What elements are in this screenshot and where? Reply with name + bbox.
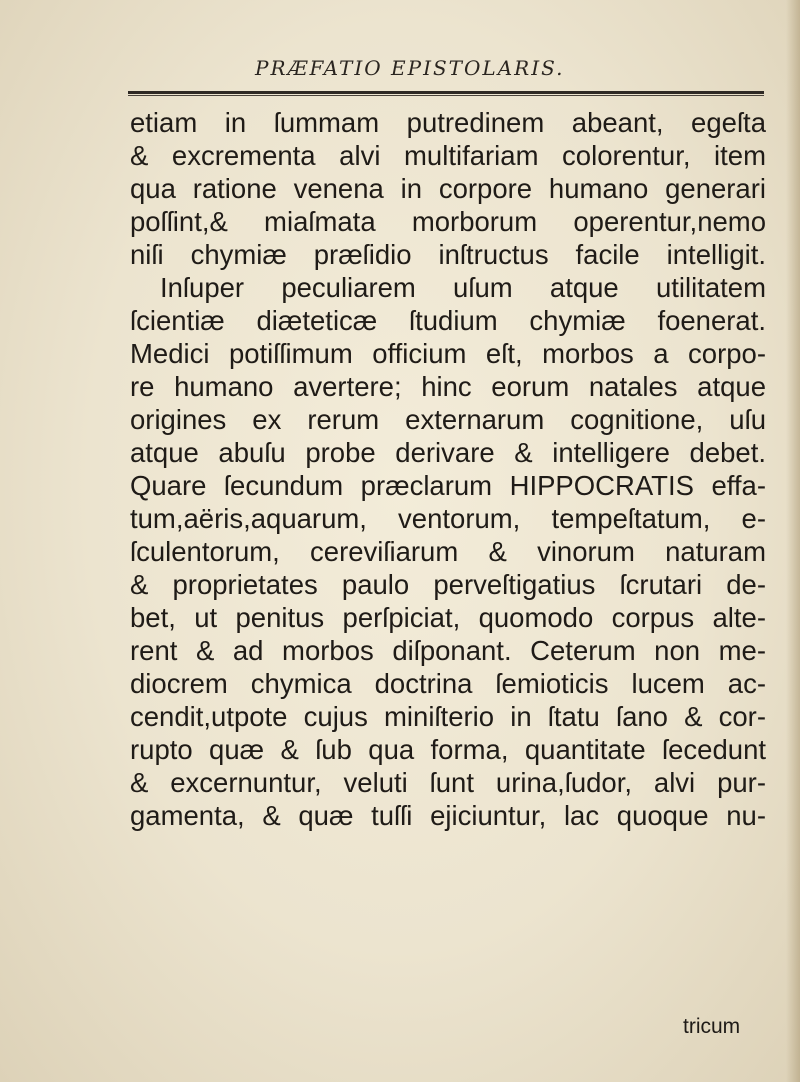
text-line: ſculentorum, cereviſiarum & vinorum naturam bbox=[130, 536, 766, 567]
text-line: ſcientiæ diæteticæ ſtudium chymiæ foenerat. bbox=[130, 305, 766, 336]
text-line: qua ratione venena in corpore humano generari bbox=[130, 173, 766, 204]
header-rule bbox=[128, 91, 764, 94]
text-line: Quare ſecundum præclarum HIPPOCRATIS effa- bbox=[130, 470, 766, 501]
text-line: & proprietates paulo perveſtigatius ſcrutari de- bbox=[130, 569, 766, 600]
text-line-paragraph-start: Inſuper peculiarem uſum atque utilitatem bbox=[160, 272, 766, 303]
page-edge-shadow bbox=[786, 0, 800, 1082]
body-text bbox=[130, 106, 770, 832]
text-line: rupto quæ & ſub qua forma, quantitate ſecedunt bbox=[130, 734, 766, 765]
catchword: tricum bbox=[683, 1015, 741, 1038]
text-line: poſſint,& miaſmata morborum operentur,nemo bbox=[130, 206, 766, 237]
text-line: gamenta, & quæ tuſſi ejiciuntur, lac quoque nu- bbox=[130, 800, 766, 831]
text-line: & excrementa alvi multifariam colorentur, item bbox=[130, 140, 766, 171]
text-line: rent & ad morbos diſponant. Ceterum non me- bbox=[130, 635, 766, 666]
text-line: re humano avertere; hinc eorum natales atque bbox=[130, 371, 766, 402]
text-line: etiam in ſummam putredinem abeant, egeſta bbox=[130, 107, 766, 138]
running-head: PRÆFATIO EPISTOLARIS. bbox=[255, 56, 565, 80]
text-line: origines ex rerum externarum cognitione, uſu bbox=[130, 404, 766, 435]
text-line: cendit,utpote cujus miniſterio in ſtatu ſano & cor- bbox=[130, 701, 766, 732]
text-line: Medici potiſſimum officium eſt, morbos a corpo- bbox=[130, 338, 766, 369]
text-line: tum,aëris,aquarum, ventorum, tempeſtatum, e- bbox=[130, 503, 766, 534]
text-line: diocrem chymica doctrina ſemioticis lucem ac- bbox=[130, 668, 766, 699]
text-line: niſi chymiæ præſidio inſtructus facile intelligit. bbox=[130, 239, 766, 270]
header-rule-thin bbox=[128, 95, 764, 96]
text-line: atque abuſu probe derivare & intelligere debet. bbox=[130, 437, 766, 468]
text-line: bet, ut penitus perſpiciat, quomodo corpus alte- bbox=[130, 602, 766, 633]
text-line: & excernuntur, veluti ſunt urina,ſudor, alvi pur- bbox=[130, 767, 766, 798]
